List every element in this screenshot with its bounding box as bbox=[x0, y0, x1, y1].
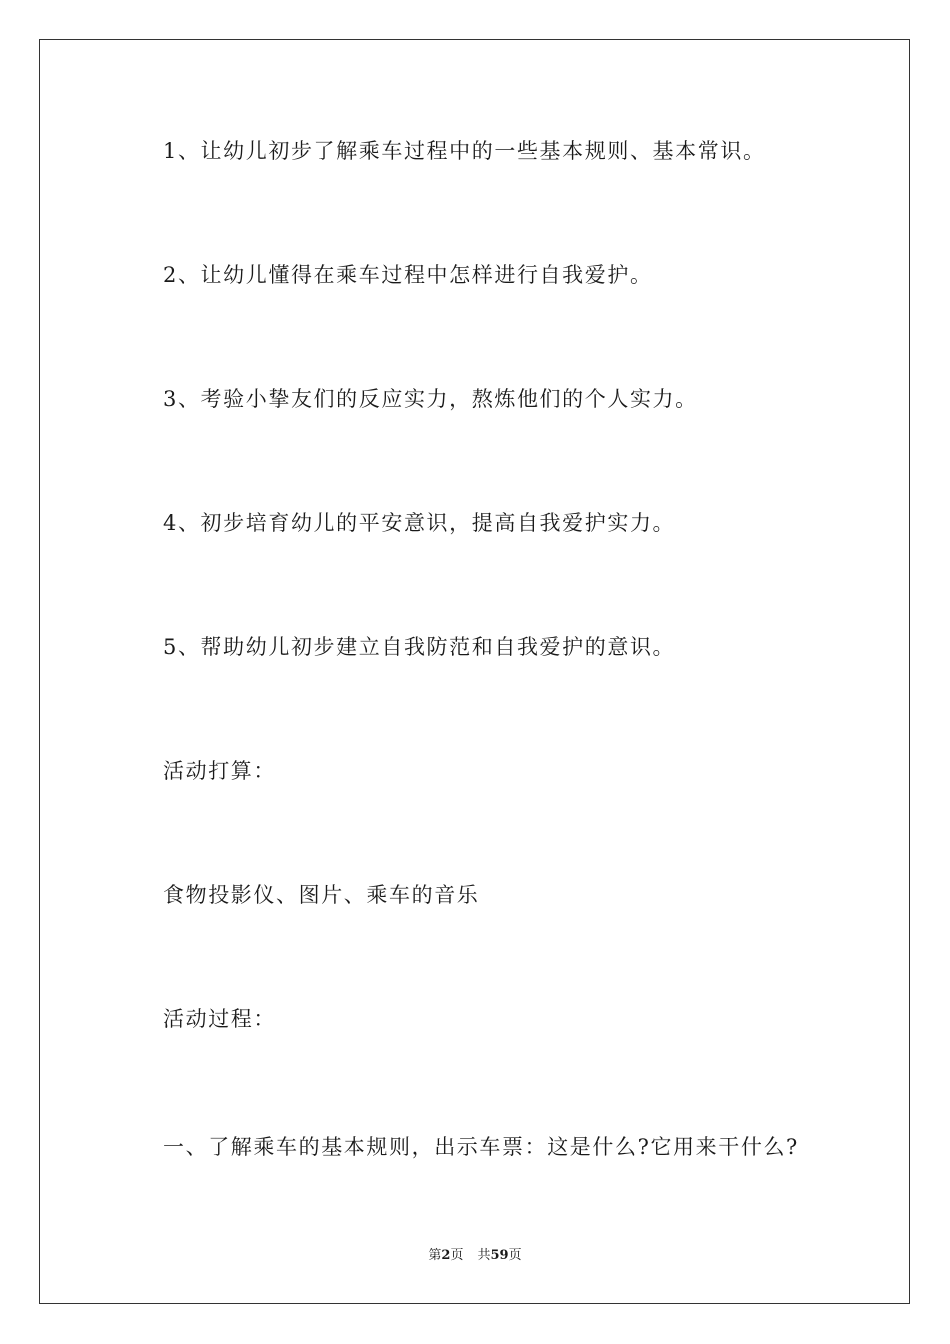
paragraph-goal-2: 2、让幼儿懂得在乘车过程中怎样进行自我爱护。 bbox=[163, 263, 653, 287]
footer-total-prefix: 共 bbox=[477, 1248, 491, 1263]
heading-activity-preparation: 活动打算： bbox=[163, 759, 276, 783]
page-frame bbox=[39, 39, 910, 1304]
paragraph-goal-4: 4、初步培育幼儿的平安意识，提高自我爱护实力。 bbox=[163, 511, 676, 535]
page-footer bbox=[0, 1247, 950, 1265]
footer-page-prefix: 第 bbox=[428, 1248, 442, 1263]
paragraph-materials: 食物投影仪、图片、乘车的音乐 bbox=[163, 883, 480, 907]
paragraph-goal-3: 3、考验小挚友们的反应实力，熬炼他们的个人实力。 bbox=[163, 387, 698, 411]
paragraph-goal-5: 5、帮助幼儿初步建立自我防范和自我爱护的意识。 bbox=[163, 635, 676, 659]
paragraph-step-1: 一、了解乘车的基本规则，出示车票：这是什么?它用来干什么? bbox=[163, 1135, 799, 1159]
paragraph-goal-1: 1、让幼儿初步了解乘车过程中的一些基本规则、基本常识。 bbox=[163, 139, 766, 163]
heading-activity-process: 活动过程： bbox=[163, 1007, 276, 1031]
footer-total-suffix: 页 bbox=[508, 1248, 522, 1263]
footer-page-suffix: 页 bbox=[450, 1248, 464, 1263]
footer-current-page: 2 bbox=[441, 1248, 451, 1263]
footer-total-pages: 59 bbox=[490, 1248, 509, 1263]
